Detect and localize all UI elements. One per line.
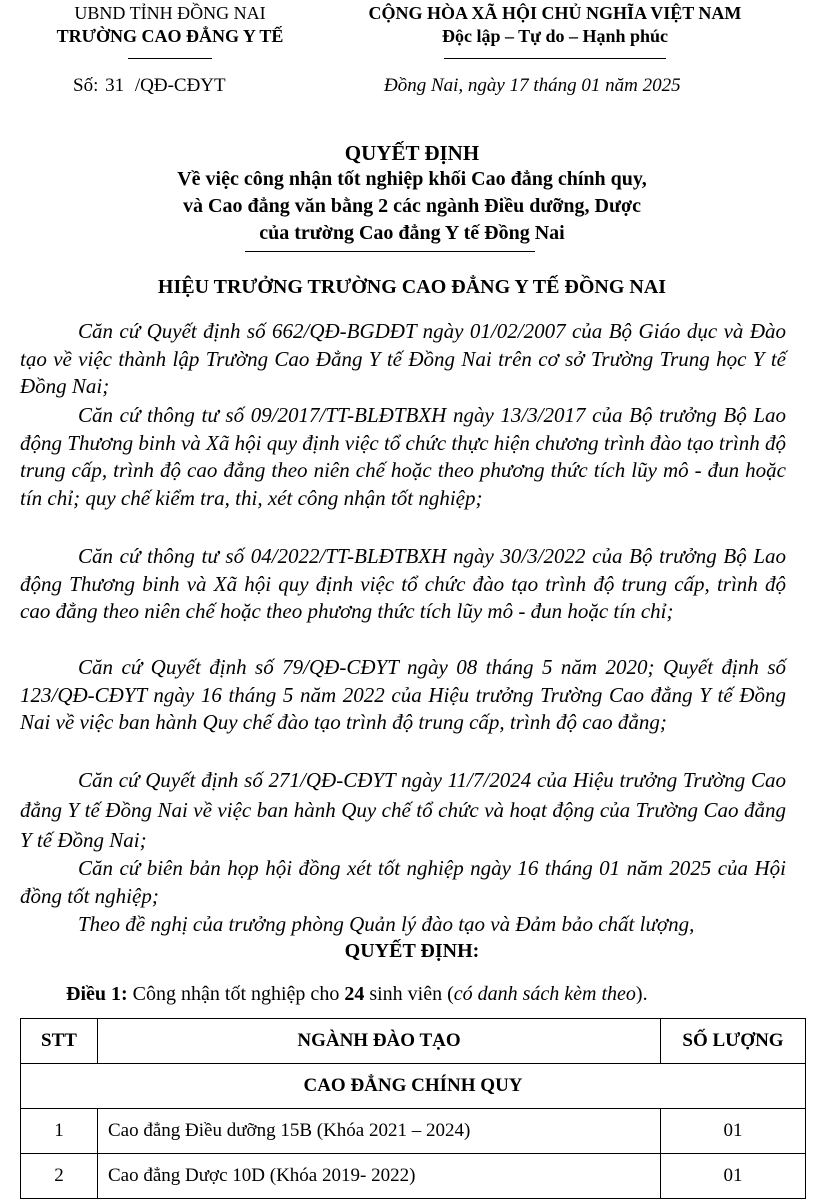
motto-underline bbox=[444, 58, 666, 59]
graduate-count: 24 bbox=[344, 983, 365, 1005]
decision-heading: QUYẾT ĐỊNH: bbox=[344, 940, 480, 962]
row-stt: 1 bbox=[21, 1109, 98, 1154]
section-title: CAO ĐẲNG CHÍNH QUY bbox=[21, 1064, 806, 1109]
legal-basis-4: Căn cứ Quyết định số 79/QĐ-CĐYT ngày 08 tháng 5 năm 2020; Quyết định số 123/QĐ-CĐYT ngày 16 tháng 5 năm 2022 của Hiệu trưởng Trường Cao đẳng Y tế Đồng Nai về việc ban hành Quy chế đào tạo trình độ trung cấp, trình độ cao đẳng; bbox=[20, 655, 786, 734]
legal-basis-2: Căn cứ thông tư số 09/2017/TT-BLĐTBXH ngày 13/3/2017 của Bộ trưởng Bộ Lao động Thương binh và Xã hội quy định việc tổ chức thực hiện chương trình đào tạo trình độ trung cấp, trình độ cao đẳng theo niên chế hoặc theo phương thức tích lũy mô - đun hoặc tín chỉ; quy chế kiểm tra, thi, xét công nhận tốt nghiệp; bbox=[20, 403, 786, 510]
national-motto: Độc lập – Tự do – Hạnh phúc bbox=[441, 26, 669, 46]
issuer-school: TRƯỜNG CAO ĐẲNG Y TẾ bbox=[56, 26, 284, 46]
attachment-note: có danh sách kèm theo bbox=[453, 983, 636, 1005]
national-block bbox=[330, 2, 780, 48]
legal-basis-6: Căn cứ biên bản họp hội đồng xét tốt nghiệp ngày 16 tháng 01 năm 2025 của Hội đồng tốt nghiệp; bbox=[20, 856, 786, 908]
table-row bbox=[21, 1109, 806, 1154]
legal-basis-1: Căn cứ Quyết định số 662/QĐ-BGDĐT ngày 01/02/2007 của Bộ Giáo dục và Đào tạo về việc thành lập Trường Cao Đẳng Y tế Đồng Nai trên cơ sở Trường Trung học Y tế Đồng Nai; bbox=[20, 319, 786, 398]
row-program: Cao đẳng Dược 10D (Khóa 2019- 2022) bbox=[98, 1154, 661, 1199]
table-section-row bbox=[21, 1064, 806, 1109]
article-1: Điều 1: Công nhận tốt nghiệp cho 24 sinh viên (có danh sách kèm theo). bbox=[66, 983, 648, 1005]
document-subject-line-1: Về việc công nhận tốt nghiệp khối Cao đẳng chính quy, bbox=[177, 168, 647, 190]
row-stt: 2 bbox=[21, 1154, 98, 1199]
document-subject-line-2: và Cao đẳng văn bằng 2 các ngành Điều dưỡng, Dược bbox=[183, 195, 641, 217]
issuer-underline bbox=[128, 58, 212, 59]
row-quantity: 01 bbox=[661, 1154, 806, 1199]
graduation-table bbox=[20, 1018, 806, 1199]
row-quantity: 01 bbox=[661, 1109, 806, 1154]
document-date: Đồng Nai, ngày 17 tháng 01 năm 2025 bbox=[384, 75, 681, 96]
table-header-row bbox=[21, 1019, 806, 1064]
column-header-quantity: SỐ LƯỢNG bbox=[661, 1019, 806, 1064]
national-title: CỘNG HÒA XÃ HỘI CHỦ NGHĨA VIỆT NAM bbox=[368, 3, 742, 23]
title-underline bbox=[245, 251, 535, 252]
document-number-value: 31 bbox=[105, 75, 125, 96]
legal-basis-5: Căn cứ Quyết định số 271/QĐ-CĐYT ngày 11/7/2024 của Hiệu trưởng Trường Cao đẳng Y tế Đồng Nai về việc ban hành Quy chế tổ chức và hoạt động của Trường Cao đẳng Y tế Đồng Nai; bbox=[20, 768, 786, 852]
issuer-org: UBND TỈNH ĐỒNG NAI bbox=[74, 3, 266, 23]
document-subject-line-3: của trường Cao đẳng Y tế Đồng Nai bbox=[259, 222, 565, 244]
document-title: QUYẾT ĐỊNH bbox=[344, 141, 480, 165]
table-row bbox=[21, 1154, 806, 1199]
article-1-label: Điều 1: bbox=[66, 983, 128, 1005]
issuer-block bbox=[20, 2, 320, 48]
issuing-authority: HIỆU TRƯỞNG TRƯỜNG CAO ĐẲNG Y TẾ ĐỒNG NAI bbox=[157, 276, 667, 298]
column-header-program: NGÀNH ĐÀO TẠO bbox=[98, 1019, 661, 1064]
row-program: Cao đẳng Điều dưỡng 15B (Khóa 2021 – 2024) bbox=[98, 1109, 661, 1154]
proposal-basis: Theo đề nghị của trưởng phòng Quản lý đào tạo và Đảm bảo chất lượng, bbox=[78, 912, 695, 936]
legal-basis-3: Căn cứ thông tư số 04/2022/TT-BLĐTBXH ngày 30/3/2022 của Bộ trưởng Bộ Lao động Thương binh và Xã hội quy định việc tổ chức đào tạo trình độ trung cấp, trình độ cao đẳng theo niên chế hoặc theo phương thức tích lũy mô - đun hoặc tín chỉ; bbox=[20, 544, 786, 623]
column-header-stt: STT bbox=[21, 1019, 98, 1064]
document-number: Số: 31 /QĐ-CĐYT bbox=[73, 75, 226, 96]
